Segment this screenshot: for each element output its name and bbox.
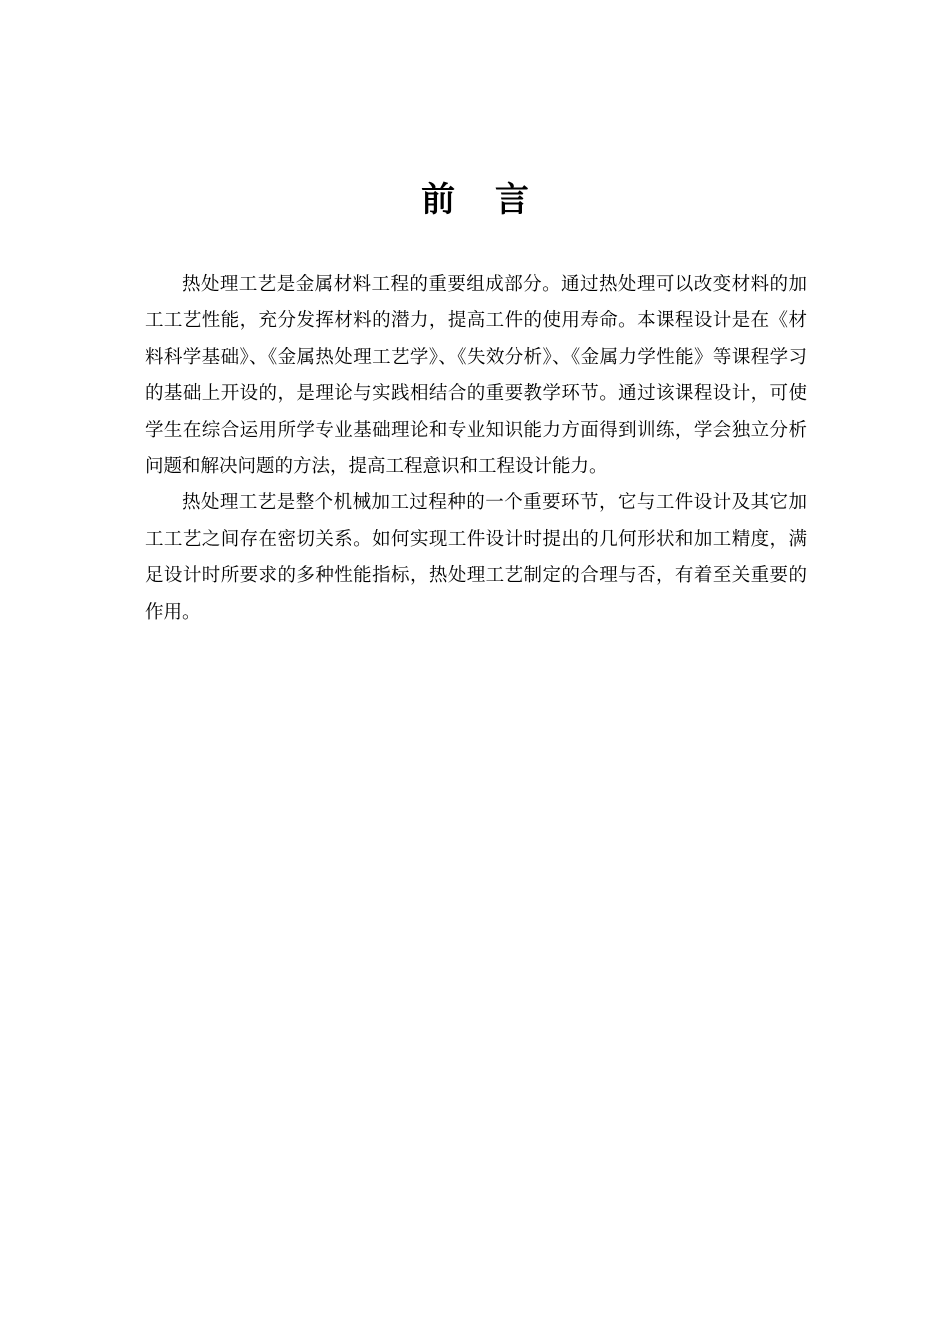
body-text bbox=[145, 267, 807, 631]
paragraph-2: 热处理工艺是整个机械加工过程种的一个重要环节，它与工件设计及其它加工工艺之间存在密切关系。如何实现工件设计时提出的几何形状和加工精度，满足设计时所要求的多种性能指标，热处理工艺制定的合理与否，有着至关重要的作用。 bbox=[145, 492, 807, 623]
paragraph-1: 热处理工艺是金属材料工程的重要组成部分。通过热处理可以改变材料的加工工艺性能，充分发挥材料的潜力，提高工件的使用寿命。本课程设计是在《材料科学基础》、《金属热处理工艺学》、《失效分析》、《金属力学性能》等课程学习的基础上开设的，是理论与实践相结合的重要教学环节。通过该课程设计，可使学生在综合运用所学专业基础理论和专业知识能力方面得到训练，学会独立分析问题和解决问题的方法，提高工程意识和工程设计能力。 bbox=[145, 274, 807, 478]
page-title: 前 言 bbox=[421, 180, 543, 220]
